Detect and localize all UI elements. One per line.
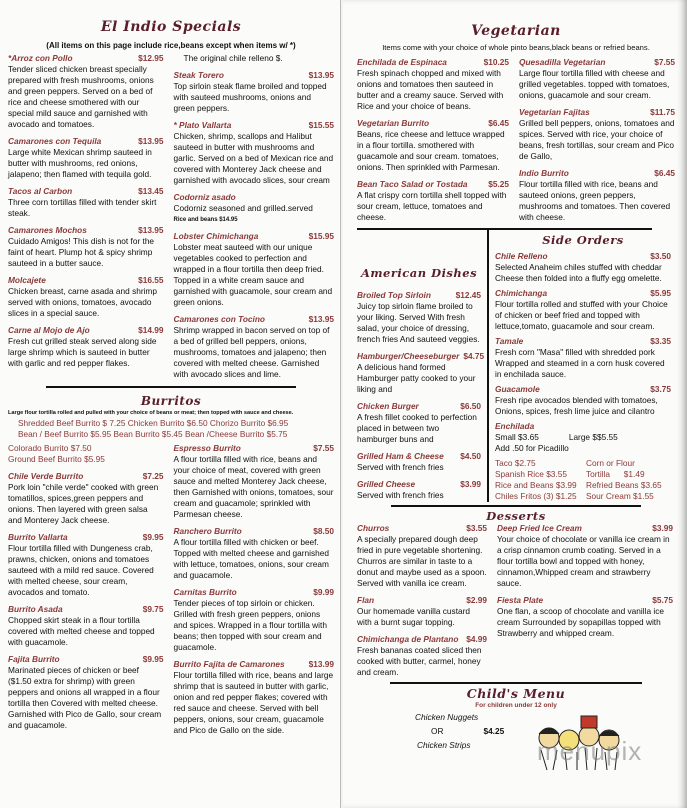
divider [46, 386, 296, 388]
item-description: Tender sliced chicken breast specially prepared with fresh mushrooms, onions and green peppers. Served on a bed of rice and cheese smothered with our special mild sauce and garnished with avocado and tomatoes. [8, 64, 154, 129]
item-name: Camarones Mochos [8, 225, 87, 235]
desserts-title: Desserts [486, 509, 546, 523]
item-name: Chicken Burger [357, 401, 419, 411]
menu-item [357, 451, 481, 473]
enchilada-large: Large $$5.55 [568, 432, 618, 442]
menu-item [8, 275, 164, 319]
item-price: $13.99 [308, 659, 334, 669]
menu-item [519, 168, 675, 223]
quick-burritos-row: Ground Beef Burrito $5.95 [8, 454, 105, 464]
item-description: A flour tortilla filled with chicken or beef. Topped with melted cheese and garnished with lettuce, tomatoes, onions, sour cream and guacamole. [173, 537, 329, 580]
item-name: Grilled Cheese [357, 479, 416, 489]
item-price: $6.45 [654, 168, 675, 178]
item-price: $7.25 [142, 471, 164, 481]
item-description: Shrimp wrapped in bacon served on top of a bed of grilled bell peppers, onions, mushrooms, tomatoes and jalapeno; then covered with melted cheese. Garnished with avocado slices and lime. [173, 325, 330, 379]
item-description: Juicy top sirloin flame broiled to your liking. Served With fresh salad, your choice of dressing, french fries And sauteed veggies. [357, 301, 480, 344]
item-price: $3.55 [466, 523, 487, 533]
item-name: Lobster Chimichanga [173, 231, 259, 241]
item-price: $13.95 [308, 70, 334, 80]
item-name: Camarones con Tequila [8, 136, 102, 146]
menu-item [8, 225, 164, 269]
menu-item [357, 351, 485, 395]
enchilada-small: Small $3.65 [495, 432, 539, 442]
item-name: Bean Taco Salad or Tostada [357, 179, 468, 189]
desserts-column-right [497, 523, 673, 639]
left-menu-page [0, 0, 341, 808]
menu-item [174, 231, 334, 308]
item-description: Flour tortilla filled with Dungeness crab, prawns, chicken, onions and tomatoes sauteed with a mild red sauce. Covered with melted cheese, sour cream, avocados and tomato. [8, 543, 154, 597]
item-price: $6.45 [488, 118, 509, 128]
quick-burritos-row: Shredded Beef Burrito $ 7.25 Chicken Burrito $6.50 Chorizo Burrito $6.95 [18, 418, 289, 428]
item-price: $15.55 [308, 120, 334, 130]
menu-item [8, 471, 164, 526]
item-description: Large white Mexican shrimp sauteed in butter with mushrooms, red onions, jalapeno; then flamed with tequila gold. [8, 147, 152, 179]
item-description: A flour tortilla filled with rice, beans and your choice of meat, covered with green sauce and melted Monterey Jack cheese, then Garnished with onions, tomatoes, sour cream and guacamole; sprinkled with Parmesan cheese. [173, 454, 334, 519]
item-name: Burrito Fajita de Camarones [173, 659, 285, 669]
item-price: $11.75 [650, 107, 675, 117]
specials-column-left [8, 53, 164, 369]
menu-item [495, 421, 671, 432]
item-name: Chile Verde Burrito [8, 471, 84, 481]
item-price: $9.75 [142, 604, 164, 614]
burritos-column-right [174, 443, 334, 736]
item-name: Molcajete [8, 275, 46, 285]
item-name: Burrito Asada [8, 604, 63, 614]
menu-item [357, 634, 487, 678]
side-extra-item: Rice and Beans $3.99 [495, 480, 577, 490]
childs-menu [357, 686, 675, 766]
burritos-column-left [8, 443, 164, 731]
vegetarian-column-right [519, 57, 675, 223]
item-price: $13.95 [138, 136, 164, 146]
enchilada-sizes [495, 432, 671, 443]
item-price: $8.50 [313, 526, 334, 536]
right-menu-page [343, 0, 687, 808]
item-description: Chicken breast, carne asada and shrimp served with onions, tomatoes, avocado slices in a special sauce. [8, 286, 157, 318]
item-description: Codorniz seasoned and grilled.served [173, 203, 313, 213]
item-name: Indio Burrito [519, 168, 569, 178]
menu-item [8, 136, 164, 180]
item-description: Chicken, shrimp, scallops and Halibut sauteed in butter with mushrooms and garlic. Served on a bed of Mexican rice and covered with Monterey Jack cheese and garnished with avocado slices, sour cream [173, 131, 334, 185]
item-name: Chimichanga de Plantano [357, 634, 459, 644]
burritos-title: Burritos [140, 394, 202, 408]
side-extra-item: Tortilla $1.49 [586, 469, 645, 479]
item-description: Served with french fries [357, 490, 444, 500]
vegetarian-note: Items come with your choice of whole pinto beans,black beans or refried beans. [382, 43, 650, 52]
menu-item [8, 325, 164, 369]
divider [391, 505, 641, 507]
item-description: Fresh spinach chopped and mixed with onions and tomatoes then sauteed in butter and a creamy sauce. Served with Rice and your choice of beans. [357, 68, 504, 111]
menu-item [495, 384, 671, 417]
menu-item [357, 401, 481, 445]
childs-or: OR [431, 726, 444, 736]
item-description: Tender pieces of top sirloin or chicken. Grilled with fresh green peppers, onions and spices. Wrapped in a flour tortilla with beans; then topped with sour cream and guacamole. [173, 598, 327, 652]
menu-item [357, 57, 509, 112]
item-name: Codorniz asado [173, 192, 236, 202]
item-name: Steak Torero [173, 70, 224, 80]
item-price: $13.45 [138, 186, 164, 196]
item-description: Cuidado Amigos! This dish is not for the faint of heart. Plump hot & spicy shrimp sauteed in a butter sauce. [8, 236, 155, 268]
relleno-note: The original chile relleno $. [183, 53, 283, 63]
item-name: Grilled Ham & Cheese [357, 451, 444, 461]
item-name: *Arroz con Pollo [8, 53, 73, 63]
childs-item-nuggets: Chicken Nuggets [415, 712, 479, 722]
item-description: A delicious hand formed Hamburger patty cooked to your liking and [357, 362, 476, 394]
item-description: Fresh ripe avocados blended with tomatoes, Onions, spices, fresh lime juice and cilantro [495, 395, 658, 416]
item-description: Top sirloin steak flame broiled and topped with sauteed mushrooms, onions and green peppers. [173, 81, 327, 113]
childs-note: For children under 12 only [475, 702, 557, 709]
item-price: $10.25 [483, 57, 509, 67]
item-price: $12.45 [455, 290, 481, 300]
item-name: Espresso Burrito [173, 443, 241, 453]
item-name: Vegetarian Fajitas [519, 107, 590, 117]
side-extras [495, 458, 671, 502]
menu-item [495, 288, 671, 332]
item-description: One flan, a scoop of chocolate and vanilla ice cream Surrounded by sopapillas topped with Strawberry and whipped cream. [497, 606, 664, 638]
specials-column-right [174, 53, 334, 380]
item-price: $4.75 [463, 351, 485, 361]
menu-item [174, 587, 334, 653]
item-description: Large flour tortilla filled with cheese and grilled vegetables. topped with tomatoes, onions, guacamole and sour cream. [519, 68, 670, 100]
item-name: Tacos al Carbon [8, 186, 73, 196]
item-description: A specially prepared dough deep fried in pure vegetable shortening. Churros are similar in taste to a donut and maybe used as a spoon. Served with vanilla ice cream. [357, 534, 487, 588]
item-description: Selected Anaheim chiles stuffed with cheddar Cheese then folded into a fluffy egg omelette. [495, 262, 662, 283]
item-name: Broiled Top Sirloin [357, 290, 431, 300]
menu-item [519, 57, 675, 101]
watermark: menupix [537, 736, 643, 766]
menu-item [357, 118, 509, 173]
item-price: $3.99 [460, 479, 481, 489]
item-price: $6.50 [460, 401, 481, 411]
item-price: $16.55 [138, 275, 164, 285]
side-extra-item: Chiles Fritos (3) $1.25 [495, 491, 577, 501]
side-extra-item: Refried Beans $3.65 [586, 480, 662, 490]
item-description: Marinated pieces of chicken or beef ($1.50 extra for shrimp) with green peppers and onions all wrapped in a flour tortilla then Covered with melted cheese. Garnished with Pico de Gallo, sour cream and guacamole. [8, 665, 162, 730]
item-description: Chopped skirt steak in a flour tortilla covered with melted cheese and topped with guacamole. [8, 615, 155, 647]
item-price: $7.55 [654, 57, 675, 67]
item-description: Pork loin "chile verde" cooked with green tomatillos, spices,green peppers and onions. Then layered with green salsa and Monterey Jack cheese. [8, 482, 159, 525]
item-name: Carnitas Burrito [173, 587, 237, 597]
quick-burritos-row: Colorado Burrito $7.50 [8, 443, 92, 453]
menu-item [174, 120, 334, 186]
menu-item [8, 186, 164, 219]
menu-item [8, 53, 164, 130]
item-description: Our homemade vanilla custard with a burnt sugar topping. [357, 606, 470, 627]
item-price: $9.95 [142, 654, 164, 664]
item-name: Hamburger/Cheeseburger [357, 351, 460, 361]
item-name: Enchilada de Espinaca [357, 57, 447, 67]
item-name: Deep Fried Ice Cream [497, 523, 582, 533]
item-description: Flour tortilla filled with rice, beans and sauteed onions, green peppers, mushrooms and tomatoes. Then covered with cheese. [519, 179, 671, 222]
item-name: Burrito Vallarta [8, 532, 68, 542]
menu-item [357, 523, 487, 589]
item-name: Tamale [495, 336, 524, 346]
item-description: Fresh cut grilled steak served along side large shrimp which is sauteed in butter with garlic and red pepper flakes. [8, 336, 157, 368]
item-price: $3.99 [652, 523, 673, 533]
item-price: $5.25 [488, 179, 509, 189]
item-description: Your choice of chocolate or vanilla ice cream in a crisp cinnamon crumb coating. Served in a flour tortilla bowl and topped with honey, cinnamon,Whipped cream and strawberry sauce. [497, 534, 670, 588]
item-description: A flat crispy corn tortilla shell topped with sour cream, lettuce, tomatoes and cheese. [357, 190, 507, 222]
item-name: Quesadilla Vegetarian [519, 57, 606, 67]
item-price: $4.99 [466, 634, 487, 644]
side-extra-item: Corn or Flour [586, 458, 635, 468]
item-price: $3.50 [650, 251, 671, 261]
burritos-note: Large flour tortilla rolled and pulled with your choice of beans or meat; then topped with sauce and cheese. [8, 410, 294, 416]
item-description: A fresh fillet cooked to perfection placed in between two hamburger buns and [357, 412, 477, 444]
item-description: Grilled bell peppers, onions, tomatoes and spices. Served with rice, your choice of beans, fresh tortillas, sour cream and Pico de Gallo, [519, 118, 675, 161]
item-price: $7.55 [313, 443, 334, 453]
item-price: $5.95 [650, 288, 671, 298]
menu-item [174, 443, 334, 520]
item-name: Fiesta Plate [497, 595, 544, 605]
menu-item [8, 604, 164, 648]
item-description: Three corn tortillas filled with tender skirt steak. [8, 197, 157, 218]
item-name: Carne al Mojo de Ajo [8, 325, 90, 335]
item-description: Served with french fries [357, 462, 444, 472]
item-description: Fresh corn "Masa" filled with shredded pork Wrapped and steamed in a corn husk covered in enchilada sauce. [495, 347, 665, 379]
american-title: American Dishes [360, 266, 478, 280]
rice-note: Rice and beans $14.95 [173, 217, 238, 223]
picadillo-note: Add .50 for Picadillo [495, 443, 569, 453]
menu-item [174, 314, 334, 380]
item-price: $3.75 [650, 384, 671, 394]
menu-item [497, 523, 673, 589]
vegetarian-title: Vegetarian [471, 23, 561, 39]
item-description: Flour tortilla filled with rice, beans and large shrimp that is sauteed in butter with garlic, onion and red pepper flakes; covered with red sauce and cheese. Served with bell peppers, onions, sour cream, guacamole and Pico de Gallo on the side. [173, 670, 334, 735]
item-description: Lobster meat sauteed with our unique vegetables cooked to perfection and wrapped in a flour tortilla then deep fried. Topped in a white cream sauce and garnished with guacamole, sour cream and green onions. [173, 242, 333, 307]
item-price: $2.99 [466, 595, 487, 605]
menu-item [357, 179, 509, 223]
menu-item [174, 659, 334, 736]
item-name: Flan [357, 595, 375, 605]
menu-item [174, 526, 334, 581]
divider [390, 682, 642, 684]
side-extra-item: Sour Cream $1.55 [586, 491, 654, 501]
item-price: $13.95 [308, 314, 334, 324]
item-name: * Plato Vallarta [173, 120, 232, 130]
childs-price: $4.25 [483, 726, 505, 736]
menu-item [8, 532, 164, 598]
item-price: $9.95 [142, 532, 164, 542]
item-price: $15.95 [308, 231, 334, 241]
item-name: Vegetarian Burrito [357, 118, 430, 128]
item-name: Chile Relleno [495, 251, 548, 261]
item-price: $13.95 [138, 225, 164, 235]
item-price: $5.75 [652, 595, 673, 605]
childs-menu-title: Child's Menu [466, 686, 566, 701]
desserts-column-left [357, 523, 487, 678]
sides-title: Side Orders [542, 233, 624, 247]
menu-item [357, 290, 481, 345]
item-price: $4.50 [460, 451, 481, 461]
side-extra-item: Taco $2.75 [495, 458, 536, 468]
item-name: Churros [357, 523, 390, 533]
item-name: Fajita Burrito [8, 654, 60, 664]
item-name: Guacamole [495, 384, 540, 394]
vegetarian-column-left [357, 57, 509, 223]
item-name: Ranchero Burrito [173, 526, 242, 536]
item-description: Flour tortilla rolled and stuffed with your Choice of chicken or beef fried and topped with lettuce,tomato, guacamole and sour cream. [495, 299, 668, 331]
column-divider [487, 230, 489, 502]
item-price: $3.35 [650, 336, 671, 346]
menu-item [497, 595, 673, 639]
menu-item [174, 192, 334, 214]
item-price: $9.99 [313, 587, 334, 597]
item-name: Camarones con Tocino [173, 314, 265, 324]
sides-column [495, 230, 671, 502]
quick-burritos-row: Bean / Beef Burrito $5.95 Bean Burrito $5.45 Bean /Cheese Burrito $5.75 [18, 429, 288, 439]
american-column [357, 230, 485, 502]
side-extra-item: Spanish Rice $3.55 [495, 469, 567, 479]
item-description: Beans, rice cheese and lettuce wrapped in a flour tortilla. smothered with guacamole and sour cream. tomatoes, onions. Then sprinkled with Parmesan. [357, 129, 505, 172]
specials-note: (All items on this page include rice,beans except when items w/ *) [46, 41, 296, 50]
menu-item [8, 654, 164, 731]
menu-item [519, 107, 675, 162]
menu-item [495, 336, 671, 380]
item-price: $12.95 [138, 53, 164, 63]
item-price: $14.99 [138, 325, 164, 335]
item-name: Chimichanga [495, 288, 548, 298]
childs-item-strips: Chicken Strips [417, 740, 471, 750]
menu-item [357, 479, 481, 501]
menu-item [495, 251, 671, 284]
menu-item [174, 70, 334, 114]
specials-title: El Indio Specials [100, 19, 242, 35]
item-name: Enchilada [495, 421, 535, 431]
item-description: Fresh bananas coated sliced then cooked with butter, carmel, honey and cream. [357, 645, 482, 677]
menu-item [357, 595, 487, 628]
